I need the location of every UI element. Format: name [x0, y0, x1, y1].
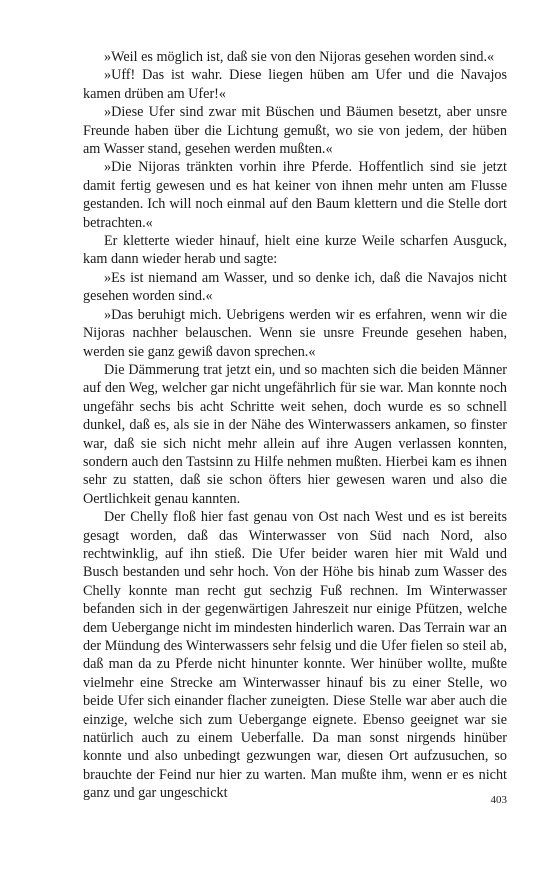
paragraph: »Diese Ufer sind zwar mit Büschen und Bäumen besetzt, aber unsre Freunde haben über die Lichtung gemußt, wo sie von jedem, der hüben am Wasser stand, gesehen werden mußten.«	[83, 104, 507, 158]
paragraph: »Weil es möglich ist, daß sie von den Nijoras gesehen worden sind.«	[104, 49, 495, 65]
body-text	[83, 48, 507, 803]
paragraph: Die Dämmerung trat jetzt ein, und so machten sich die beiden Männer auf den Weg, welcher gar nicht ungefährlich für sie war. Man konnte noch ungefähr sechs bis acht Schritte weit sehen, doch wurde es so schnell dunkel, daß es, als sie in der Nähe des Winterwassers ankamen, so finster war, daß sie sich nicht mehr allein auf ihre Augen verlassen konnten, sondern auch den Tastsinn zu Hilfe nehmen mußten. Hierbei kam es ihnen sehr zu statten, daß sie schon öfters hier gewesen waren und also die Oertlichkeit genau kannten.	[83, 361, 507, 507]
paragraph: »Uff! Das ist wahr. Diese liegen hüben am Ufer und die Navajos kamen drüben am Ufer!«	[83, 67, 507, 102]
page-number: 403	[490, 794, 507, 806]
paragraph: »Das beruhigt mich. Uebrigens werden wir es erfahren, wenn wir die Nijoras nachher belauschen. Wenn sie unsre Freunde gesehen haben, werden sie ganz gewiß davon sprechen.«	[83, 306, 507, 360]
paragraph: »Die Nijoras tränkten vorhin ihre Pferde. Hoffentlich sind sie jetzt damit fertig gewesen und es hat keiner von ihnen mehr unten am Flusse gestanden. Ich will noch einmal auf den Baum klettern und die Stelle dort betrachten.«	[83, 159, 507, 231]
paragraph: Er kletterte wieder hinauf, hielt eine kurze Weile scharfen Ausguck, kam dann wieder herab und sagte:	[83, 233, 507, 268]
paragraph: »Es ist niemand am Wasser, und so denke ich, daß die Navajos nicht gesehen worden sind.«	[83, 269, 507, 305]
paragraph: Der Chelly floß hier fast genau von Ost nach West und es ist bereits gesagt worden, daß das Winterwasser von Süd nach Nord, also rechtwinklig, auf ihn stieß. Die Ufer beider waren hier mit Wald und Busch bestanden und sehr hoch. Von der Höhe bis hinab zum Wasser des Chelly konnte man recht gut sechzig Fuß rechnen. Im Winterwasser befanden sich in der gegenwärtigen Jahreszeit nur einige Pfützen, welche dem Uebergange nicht im mindesten hinderlich waren. Das Terrain war an der Mündung des Winterwassers sehr felsig und die Ufer fielen so steil ab, daß man da zu Pferde nicht hinunter konnte. Wer hinüber wollte, mußte vielmehr eine Strecke am Winterwasser hinauf bis zu einer Stelle, wo beide Ufer sich einander flacher zuneigten. Diese Stelle war aber auch die einzige, welche sich zum Uebergange eignete. Ebenso geeignet war sie natürlich auch zu einem Ueberfalle. Da man sonst nirgends hinüber konnte und also unbedingt gezwungen war, diesen Ort aufzusuchen, so brauchte der Feind nur hier zu warten. Man mußte ihm, wenn er es nicht ganz und gar ungeschickt	[83, 509, 507, 802]
